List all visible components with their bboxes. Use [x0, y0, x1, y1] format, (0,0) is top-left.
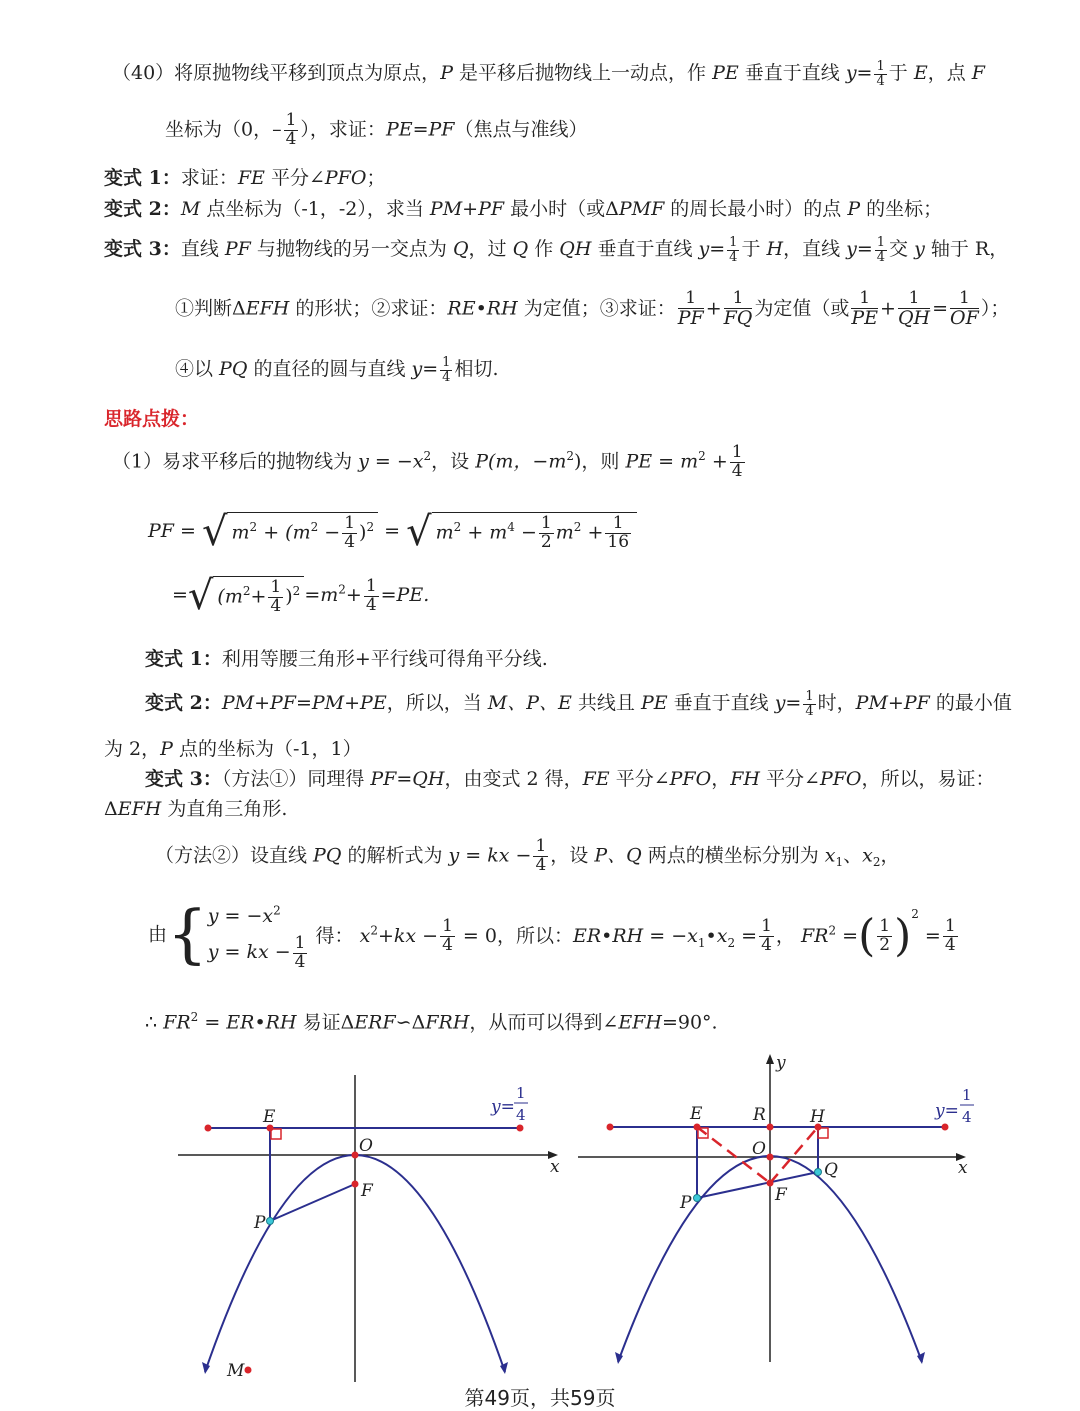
hint-heading: 思路点拨： — [104, 408, 200, 430]
fraction-one-fourth: $\frac{1}{4}$ — [876, 235, 886, 265]
segment-PQ — [697, 1172, 818, 1198]
solution-variant-2: 变式 2：PM+PF=PM+PE，所以，当 M、P、E 共线且 PE 垂直于直线 y= $\frac{1}{4}$ 时，PM+PF 的最小值 — [145, 689, 1012, 719]
label-P: P — [254, 1213, 266, 1233]
label-R: R — [753, 1105, 766, 1125]
label-y-axis: y — [776, 1053, 786, 1073]
solution-variant-1: 变式 1：利用等腰三角形+平行线可得角平分线. — [145, 648, 548, 670]
problem-line-1: （40）将原抛物线平移到顶点为原点，P 是平移后抛物线上一动点，作 PE 垂直于直线 y= $\frac{1}{4}$ 于 E，点 F — [112, 59, 985, 89]
directrix-endpoint-right — [942, 1124, 949, 1131]
point-R — [767, 1124, 774, 1131]
solution-method-2: （方法②）设直线 PQ 的解析式为 y = kx − $\frac{1}{4}$ ，设 P、Q 两点的横坐标分别为 $x_1$、$x_2$， — [155, 836, 900, 875]
point-O — [767, 1154, 774, 1161]
label-O: O — [752, 1139, 766, 1159]
solution-variant-2-cont: 为 2，P 点的坐标为（-1，1） — [104, 738, 362, 760]
equation-system: 由{ $y = -x^2$ y = kx − $\frac{1}{4}$ 得： $x^2+kx$ − $\frac{1}{4}$ = 0，所以：ER•RH = $-x_1•x_2$ = $\frac{1}{4}$ ， $FR^2$ =( $\frac{1}{2}$ )$^2$ = $\frac{1}{4}$ — [148, 897, 956, 972]
variant-3-item-4: ④以 PQ 的直径的圆与直线 y= $\frac{1}{4}$ 相切. — [175, 355, 499, 385]
figure-right — [570, 1050, 1010, 1385]
label-P: P — [680, 1193, 692, 1213]
variant-3-subitems: ①判断ΔEFH 的形状；②求证：RE•RH 为定值；③求证： $\frac{1}{PF}$ + $\frac{1}{FQ}$ 为定值（或 $\frac{1}{PE}$ + $\frac{1}{QH}$ = $\frac{1}{OF}$ ）； — [175, 288, 1010, 329]
point-M — [245, 1367, 252, 1374]
label-x: x — [550, 1157, 560, 1177]
directrix-endpoint-right — [517, 1125, 524, 1132]
y-axis-arrow — [766, 1054, 774, 1064]
label-x: x — [958, 1158, 968, 1178]
directrix-endpoint-left — [607, 1124, 614, 1131]
point-O — [352, 1152, 359, 1159]
figure-left — [150, 1060, 590, 1385]
pf-equation-2: =√ ($m^2+$ $\frac{1}{4}$ )$^2 =m^2+$ $\frac{1}{4}$ =PE. — [172, 573, 430, 619]
page-footer: 第49页，共59页 — [464, 1386, 616, 1410]
label-M: M — [227, 1361, 245, 1381]
fraction-one-fourth: $\frac{1}{4}$ — [876, 59, 885, 89]
point-F — [767, 1180, 774, 1187]
variant-1: 变式 1：求证：FE 平分∠PFO； — [104, 167, 386, 189]
variant-3: 变式 3：直线 PF 与抛物线的另一交点为 Q，过 Q 作 QH 垂直于直线 y= $\frac{1}{4}$ 于 H，直线 y= $\frac{1}{4}$ 交 y 轴于 R， — [104, 235, 1009, 265]
point-Q — [815, 1169, 822, 1176]
pf-equation-1: PF = √ $m^2 + (m^2$ − $\frac{1}{4}$ )$^2$ = √ $m^2 + m^4$ − $\frac{1}{2}$ $m^2$ + $\frac{1}{16}$ — [148, 508, 637, 556]
segment-FH-dashed — [770, 1127, 818, 1183]
point-P — [267, 1218, 274, 1225]
label-directrix-den: 4 — [962, 1108, 972, 1126]
segment-PF — [270, 1184, 355, 1221]
label-F: F — [775, 1185, 787, 1205]
label-O: O — [359, 1136, 373, 1156]
problem-line-2: 坐标为（0，– $\frac{1}{4}$ ），求证：PE=PF（焦点与准线） — [165, 110, 588, 149]
right-angle-mark-E — [271, 1129, 281, 1139]
solution-variant-3-cont: ΔEFH 为直角三角形. — [104, 798, 288, 820]
solution-conclusion: ∴ $FR^2$ = ER•RH 易证ΔERF∽ΔFRH，从而可以得到∠EFH=90°. — [145, 1010, 718, 1034]
label-E: E — [690, 1104, 703, 1124]
label-Q: Q — [824, 1160, 838, 1180]
directrix-endpoint-left — [205, 1125, 212, 1132]
fraction-one-fourth: $\frac{1}{4}$ — [285, 110, 297, 149]
point-F — [352, 1181, 359, 1188]
fraction-one-fourth: $\frac{1}{4}$ — [729, 235, 738, 265]
variant-2: 变式 2：M 点坐标为（-1，-2），求当 PM+PF 最小时（或ΔPMF 的周长最小时）的点 P 的坐标； — [104, 198, 943, 220]
label-H: H — [810, 1107, 825, 1127]
solution-step-1: （1）易求平移后的抛物线为 $y = -x^2$，设 P(m，$-m^2$)，则 PE = $m^2$ + $\frac{1}{4}$ — [112, 442, 743, 481]
label-F: F — [361, 1181, 373, 1201]
point-E — [694, 1124, 701, 1131]
label-directrix-num: 1 — [962, 1086, 972, 1104]
label-directrix-den: 4 — [516, 1106, 526, 1124]
point-P — [694, 1195, 701, 1202]
label-directrix-num: 1 — [516, 1084, 526, 1102]
label-E: E — [263, 1107, 276, 1127]
label-directrix: y= — [935, 1101, 959, 1121]
label-directrix: y= — [491, 1097, 515, 1117]
solution-variant-3: 变式 3：（方法①）同理得 PF=QH，由变式 2 得，FE 平分∠PFO，FH 平分∠PFO，所以，易证： — [145, 768, 995, 790]
